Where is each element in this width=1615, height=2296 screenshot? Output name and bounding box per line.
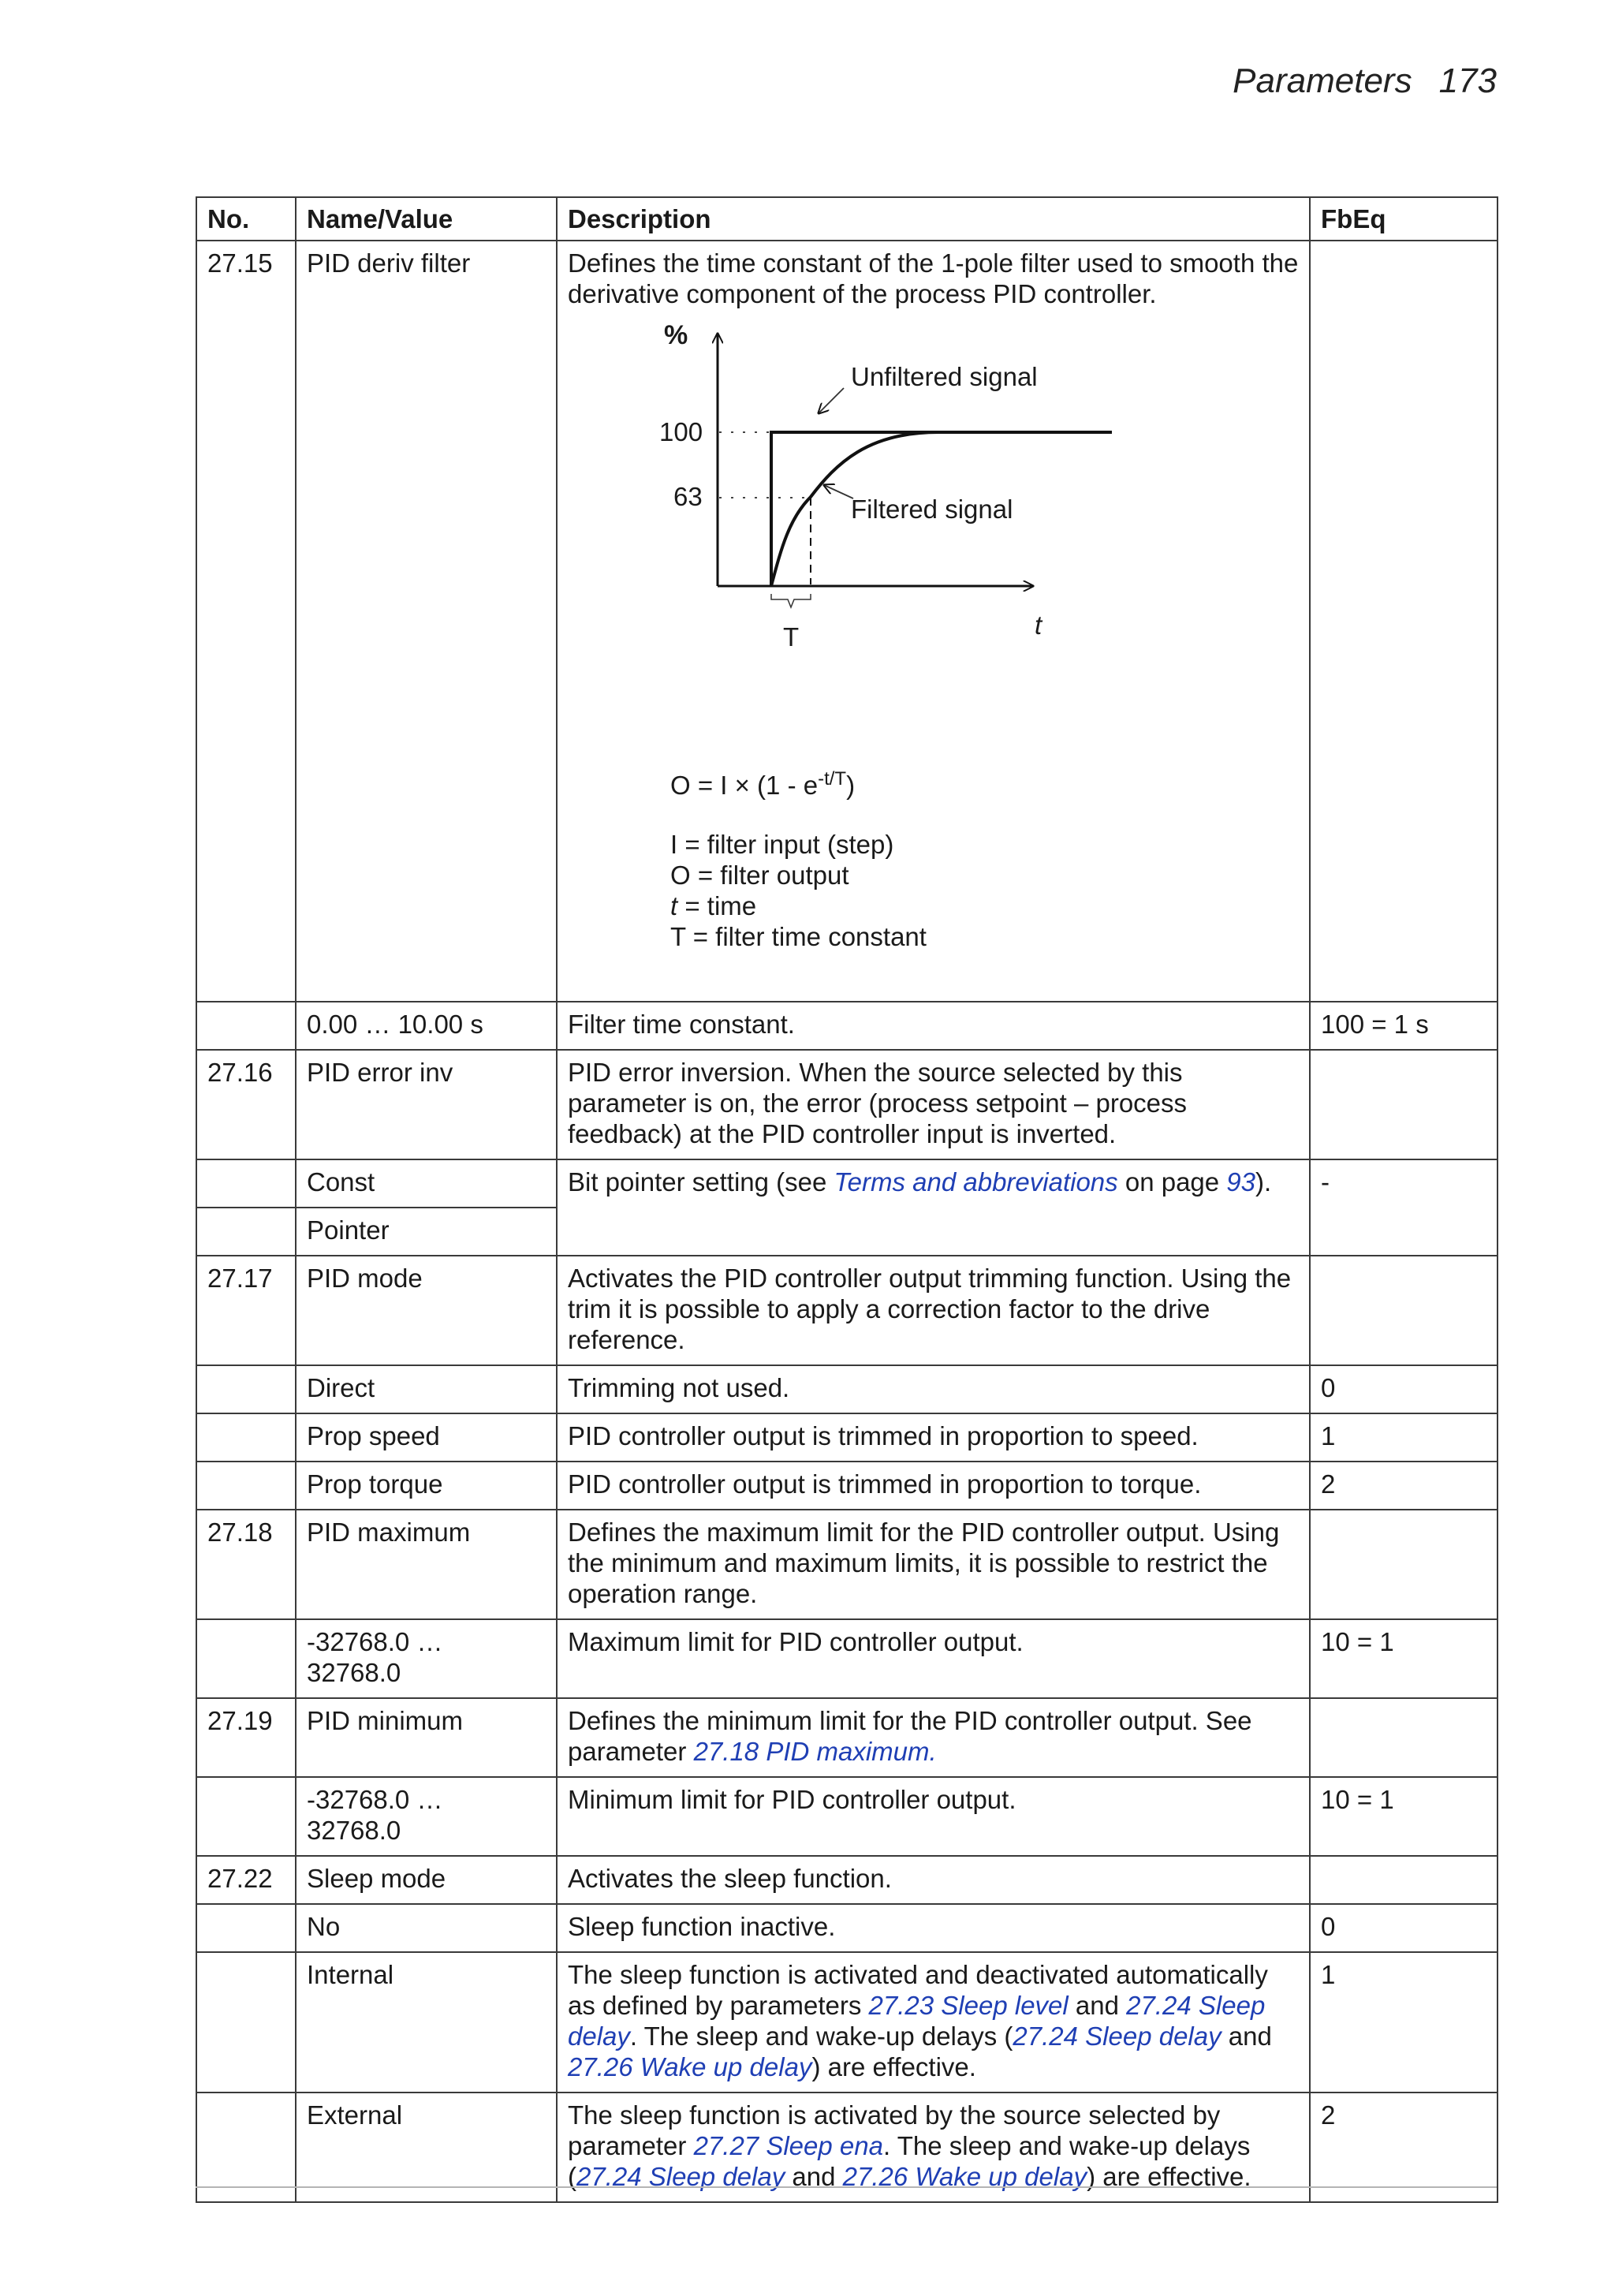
value-row [196,1365,1498,1413]
value-name: No [296,1904,557,1952]
value-fbeq: 1 [1310,1413,1498,1462]
link-27-18[interactable]: 27.18 PID maximum. [693,1737,937,1766]
param-fbeq [1310,1050,1498,1159]
range-start: -32768.0 … [307,1785,443,1814]
empty-cell [196,1952,296,2093]
value-name: Prop torque [296,1462,557,1510]
value-range: 0.00 … 10.00 s [296,1002,557,1050]
desc-text: . The sleep and wake-up delays ( [568,2131,1251,2191]
param-row-27-15 [196,241,1498,1002]
param-row-27-19 [196,1698,1498,1777]
value-description: Maximum limit for PID controller output. [557,1619,1310,1698]
desc-text: ) are effective. [811,2052,976,2081]
bitptr-text: on page [1117,1167,1227,1197]
desc-text: and [1068,1991,1127,2020]
value-description: Sleep function inactive. [557,1904,1310,1952]
param-no: 27.22 [196,1856,296,1904]
param-fbeq [1310,1856,1498,1904]
param-name: Sleep mode [296,1856,557,1904]
value-description: Filter time constant. [557,1002,1310,1050]
value-range [296,1777,557,1856]
param-description: Activates the PID controller output trimming function. Using the trim it is possible to apply a correction factor to the drive reference. [557,1256,1310,1365]
range-end: 32768.0 [307,1816,401,1845]
range-start: -32768.0 … [307,1627,443,1656]
param-description-text: Defines the time constant of the 1-pole filter used to smooth the derivative component of the process PID controller. [568,248,1299,308]
value-row [196,1619,1498,1698]
filtered-pointer [824,485,853,498]
empty-cell [196,1777,296,1856]
param-description: PID error inversion. When the source selected by this parameter is on, the error (process setpoint – process feedback) at the PID controller input is inverted. [557,1050,1310,1159]
page-header [1233,62,1497,101]
value-description: Minimum limit for PID controller output. [557,1777,1310,1856]
col-header-no: No. [196,197,296,241]
formula-main: O = I × (1 - e [670,771,819,800]
col-header-description: Description [557,197,1310,241]
value-description: Trimming not used. [557,1365,1310,1413]
y-axis-unit: % [664,320,688,350]
unfiltered-signal-label: Unfiltered signal [851,362,1038,391]
range-end: 32768.0 [307,1658,401,1687]
param-name: PID deriv filter [296,241,557,1002]
param-row-27-17 [196,1256,1498,1365]
value-fbeq: 0 [1310,1365,1498,1413]
value-fbeq: - [1310,1159,1498,1256]
value-fbeq: 0 [1310,1904,1498,1952]
desc-text: and [785,2162,843,2191]
time-constant-label: T [783,622,800,651]
value-name: Internal [296,1952,557,2093]
tick-100: 100 [659,417,703,446]
legend-output: O = filter output [670,861,849,890]
link-27-26[interactable]: 27.26 Wake up delay [842,2162,1087,2191]
footer-divider [196,2186,1497,2188]
formula-exponent: -t/T [818,768,847,790]
param-no: 27.19 [196,1698,296,1777]
empty-cell [196,1002,296,1050]
legend-time-symbol: t [670,891,678,920]
desc-text: The sleep function is activated and deactivated automatically as defined by parameters [568,1960,1268,2020]
value-fbeq: 10 = 1 [1310,1619,1498,1698]
col-header-name: Name/Value [296,197,557,241]
desc-text: The sleep function is activated by the source selected by parameter [568,2100,1221,2160]
legend-time [670,890,1300,921]
link-27-26[interactable]: 27.26 Wake up delay [568,2052,812,2081]
filter-response-diagram [607,322,1159,748]
value-row [196,1002,1498,1050]
link-27-24[interactable]: 27.24 Sleep delay [576,2162,785,2191]
bitptr-text: ). [1255,1167,1272,1197]
param-name: PID error inv [296,1050,557,1159]
param-description: Defines the maximum limit for the PID controller output. Using the minimum and maximum limits, it is possible to restrict the operation range. [557,1510,1310,1619]
table-header-row [196,197,1498,241]
param-fbeq [1310,1256,1498,1365]
empty-cell [196,1208,296,1256]
desc-text: ) are effective. [1087,2162,1251,2191]
param-name: PID maximum [296,1510,557,1619]
empty-cell [196,1904,296,1952]
desc-text: . The sleep and wake-up delays ( [629,2022,1013,2051]
value-row [196,1952,1498,2093]
filter-formula [670,763,1300,801]
legend-time-text: = time [677,891,757,920]
unfiltered-pointer [819,388,844,413]
formula-legend [670,763,1300,991]
value-fbeq: 1 [1310,1952,1498,2093]
time-axis-label: t [1035,610,1042,640]
link-27-27[interactable]: 27.27 Sleep ena [693,2131,883,2160]
empty-cell [196,1365,296,1413]
link-27-24[interactable]: 27.24 Sleep delay [1013,2022,1222,2051]
param-description: Activates the sleep function. [557,1856,1310,1904]
value-name: Direct [296,1365,557,1413]
value-name: Prop speed [296,1413,557,1462]
param-row-27-18 [196,1510,1498,1619]
param-no: 27.18 [196,1510,296,1619]
value-name-pointer: Pointer [296,1208,557,1256]
param-no: 27.17 [196,1256,296,1365]
filtered-signal-label: Filtered signal [851,495,1013,524]
value-name-const: Const [296,1159,557,1208]
legend-time-constant: T = filter time constant [670,922,927,951]
col-header-fbeq: FbEq [1310,197,1498,241]
value-fbeq: 10 = 1 [1310,1777,1498,1856]
value-description: PID controller output is trimmed in proportion to speed. [557,1413,1310,1462]
param-row-27-22 [196,1856,1498,1904]
empty-cell [196,1159,296,1208]
value-description [557,1952,1310,2093]
value-row [196,1462,1498,1510]
link-page-93[interactable]: 93 [1226,1167,1256,1197]
value-range [296,1619,557,1698]
value-fbeq: 2 [1310,1462,1498,1510]
param-description [557,1698,1310,1777]
link-terms-abbreviations[interactable]: Terms and abbreviations [834,1167,1118,1197]
desc-text: and [1221,2022,1272,2051]
value-row [196,1777,1498,1856]
tick-63: 63 [673,482,703,511]
value-fbeq: 100 = 1 s [1310,1002,1498,1050]
value-name: External [296,2093,557,2202]
param-description [557,241,1310,1002]
value-description [557,1159,1310,1256]
value-row [196,1159,1498,1208]
empty-cell [196,1462,296,1510]
param-fbeq [1310,241,1498,1002]
param-no: 27.15 [196,241,296,1002]
parameter-table [196,196,1498,2203]
param-name: PID minimum [296,1698,557,1777]
formula-close: ) [846,771,856,800]
empty-cell [196,1413,296,1462]
value-fbeq: 2 [1310,2093,1498,2202]
param-row-27-16 [196,1050,1498,1159]
T-brace [771,594,811,607]
value-description: PID controller output is trimmed in proportion to torque. [557,1462,1310,1510]
bitptr-text: Bit pointer setting (see [568,1167,834,1197]
page-number: 173 [1438,62,1497,100]
section-title: Parameters [1233,62,1412,100]
link-27-24[interactable]: 27.24 Sleep delay [568,1991,1266,2051]
desc-text: Defines the minimum limit for the PID controller output. See parameter [568,1706,1252,1766]
param-name: PID mode [296,1256,557,1365]
param-fbeq [1310,1698,1498,1777]
value-row [196,1413,1498,1462]
link-27-23[interactable]: 27.23 Sleep level [868,1991,1069,2020]
value-row [196,1904,1498,1952]
empty-cell [196,1619,296,1698]
param-no: 27.16 [196,1050,296,1159]
param-fbeq [1310,1510,1498,1619]
legend-input: I = filter input (step) [670,830,894,859]
